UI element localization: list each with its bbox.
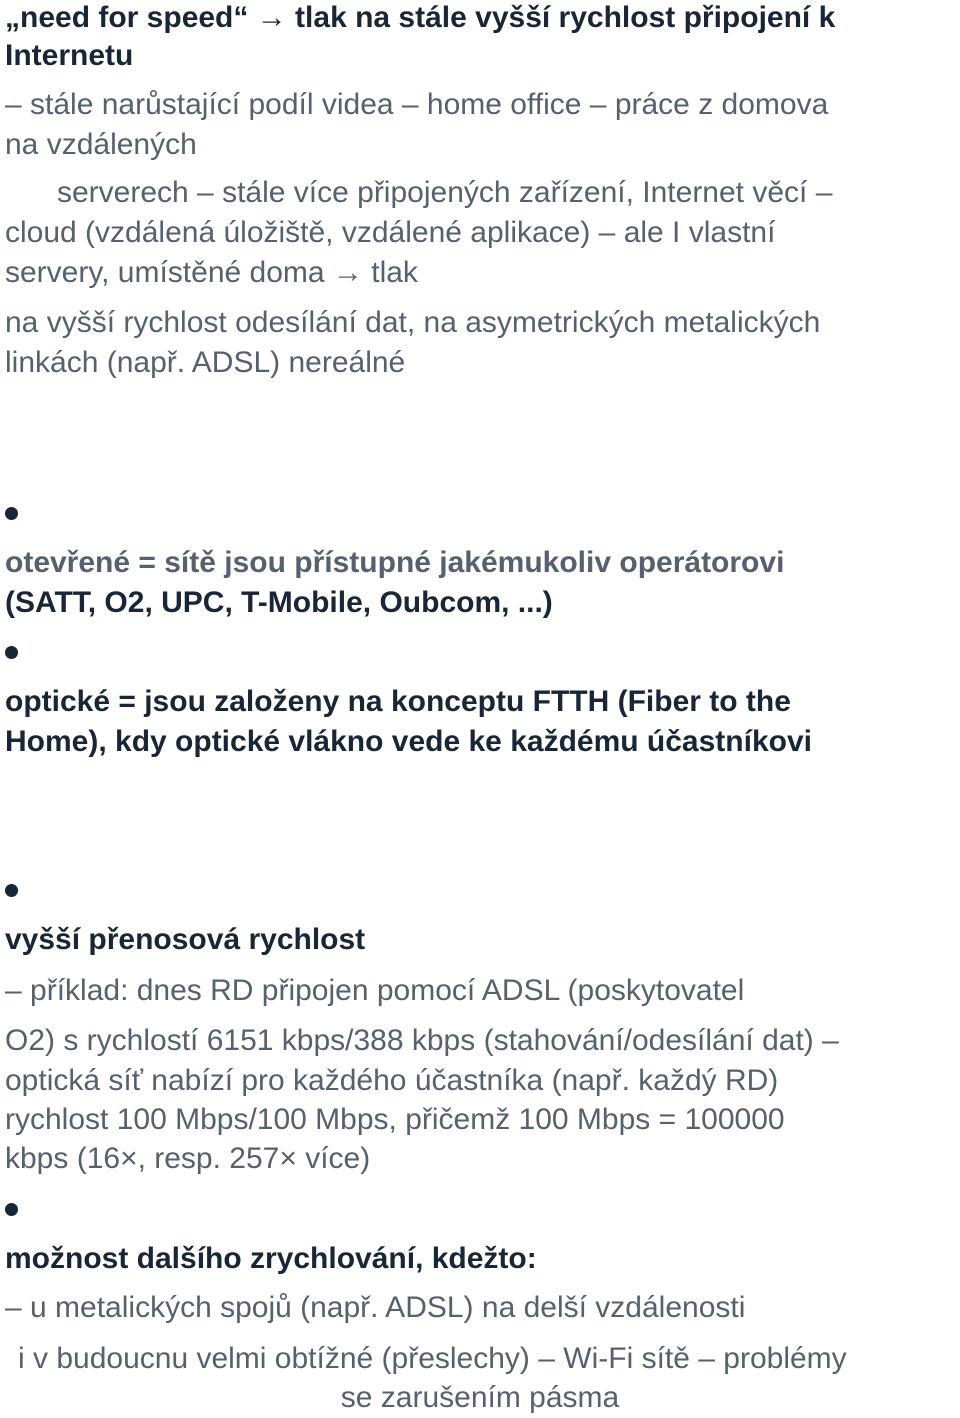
optical-networks-line-1: optické = jsou založeny na konceptu FTTH (Fiber to the bbox=[5, 685, 791, 718]
acceleration-line-2: i v budoucnu velmi obtížné (přeslechy) – Wi-Fi sítě – problémy bbox=[18, 1342, 847, 1375]
open-networks-line-2: (SATT, O2, UPC, T-Mobile, Oubcom, ...) bbox=[5, 586, 553, 619]
context-line-4: cloud (vzdálená úložiště, vzdálené aplikace) – ale I vlastní bbox=[5, 216, 776, 249]
speed-line-4: rychlost 100 Mbps/100 Mbps, přičemž 100 Mbps = 100000 bbox=[5, 1103, 785, 1136]
intro-heading-line-2: Internetu bbox=[5, 39, 134, 72]
bullet-dot bbox=[5, 884, 18, 897]
bullet-dot bbox=[5, 1203, 18, 1216]
optical-networks-line-2: Home), kdy optické vlákno vede ke každému účastníkovi bbox=[5, 725, 812, 758]
intro-heading-line-1: „need for speed“ → tlak na stále vyšší rychlost připojení k bbox=[5, 1, 836, 34]
speed-heading: vyšší přenosová rychlost bbox=[5, 923, 366, 956]
bullet-dot bbox=[5, 507, 18, 520]
speed-line-1: – příklad: dnes RD připojen pomocí ADSL (poskytovatel bbox=[5, 974, 745, 1007]
open-networks-line-1: otevřené = sítě jsou přístupné jakémukoliv operátorovi bbox=[5, 546, 785, 579]
context-line-6: na vyšší rychlost odesílání dat, na asymetrických metalických bbox=[5, 306, 821, 339]
bullet-dot bbox=[5, 646, 18, 659]
speed-line-3: optická síť nabízí pro každého účastníka (např. každý RD) bbox=[5, 1064, 779, 1097]
context-line-3: serverech – stále více připojených zařízení, Internet věcí – bbox=[57, 176, 833, 209]
context-line-5: servery, umístěné doma → tlak bbox=[5, 256, 418, 289]
context-line-1: – stále narůstající podíl videa – home office – práce z domova bbox=[5, 88, 829, 121]
acceleration-line-1: – u metalických spojů (např. ADSL) na delší vzdálenosti bbox=[5, 1291, 746, 1324]
context-line-2: na vzdálených bbox=[5, 128, 197, 161]
acceleration-line-3: se zarušením pásma bbox=[340, 1381, 620, 1414]
acceleration-heading: možnost dalšího zrychlování, kdežto: bbox=[5, 1242, 537, 1275]
speed-line-5: kbps (16×, resp. 257× více) bbox=[5, 1142, 371, 1175]
speed-line-2: O2) s rychlostí 6151 kbps/388 kbps (stahování/odesílání dat) – bbox=[5, 1024, 839, 1057]
context-line-7: linkách (např. ADSL) nereálné bbox=[5, 346, 406, 379]
